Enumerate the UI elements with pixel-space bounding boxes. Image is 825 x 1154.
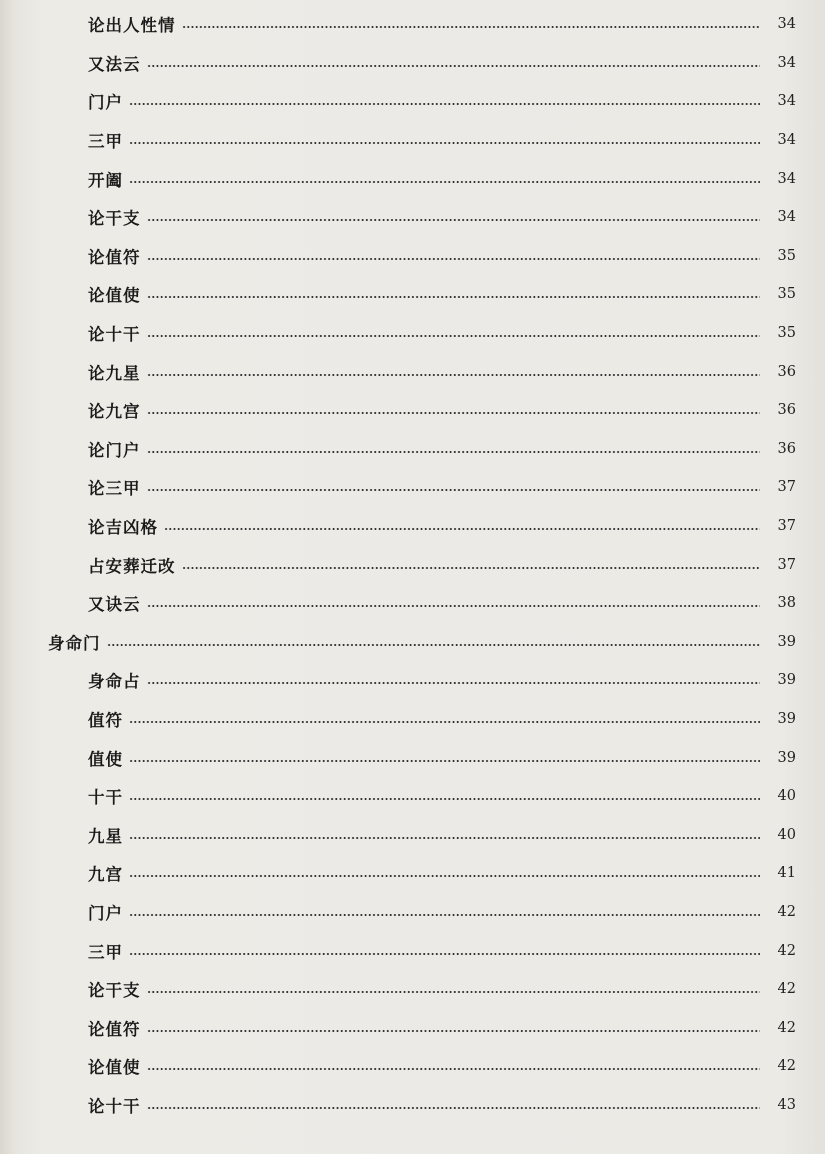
toc-entry-title: 值符 bbox=[88, 710, 123, 730]
toc-entry-page-number: 42 bbox=[777, 903, 796, 920]
toc-entry-page-number: 37 bbox=[777, 556, 796, 573]
toc-entry-title: 十干 bbox=[88, 788, 123, 808]
dot-leader bbox=[147, 335, 761, 337]
toc-entry-page-number: 41 bbox=[777, 865, 796, 882]
toc-entry bbox=[0, 815, 825, 854]
toc-entry-title: 九星 bbox=[88, 826, 123, 846]
toc-entry-title: 九宫 bbox=[88, 865, 123, 885]
toc-entry-page-number: 39 bbox=[777, 633, 796, 650]
dot-leader bbox=[129, 760, 760, 762]
toc-entry bbox=[0, 44, 825, 83]
toc-entry-page-number: 34 bbox=[777, 93, 796, 110]
toc-entry bbox=[0, 352, 825, 391]
toc-entry bbox=[0, 1008, 825, 1047]
toc-entry-page-number: 37 bbox=[777, 518, 796, 535]
toc-entry-title: 论值使 bbox=[88, 1058, 141, 1078]
toc-entry-title: 论十干 bbox=[88, 325, 141, 345]
toc-entry-page-number: 42 bbox=[777, 1019, 796, 1036]
toc-entry-page-number: 38 bbox=[777, 595, 796, 612]
dot-leader bbox=[129, 914, 760, 916]
toc-entry bbox=[0, 468, 825, 507]
dot-leader bbox=[147, 451, 761, 453]
toc-entry-title: 身命门 bbox=[48, 633, 101, 653]
toc-entry-title: 三甲 bbox=[88, 132, 123, 152]
toc-entry-page-number: 43 bbox=[777, 1096, 796, 1113]
toc-entry-title: 又法云 bbox=[88, 54, 141, 74]
toc-entry-page-number: 36 bbox=[777, 363, 796, 380]
dot-leader bbox=[129, 721, 760, 723]
toc-entry-page-number: 40 bbox=[777, 826, 796, 843]
toc-entry bbox=[0, 121, 825, 160]
toc-entry bbox=[0, 545, 825, 584]
toc-entry-title: 论干支 bbox=[88, 209, 141, 229]
toc-entry-page-number: 42 bbox=[777, 942, 796, 959]
toc-entry-title: 三甲 bbox=[88, 942, 123, 962]
toc-entry bbox=[0, 661, 825, 700]
toc-entry-title: 论门户 bbox=[88, 440, 141, 460]
toc-entry-title: 论值符 bbox=[88, 247, 141, 267]
toc-entry bbox=[0, 237, 825, 276]
dot-leader bbox=[147, 412, 761, 414]
toc-entry bbox=[0, 430, 825, 469]
toc-entry-page-number: 40 bbox=[777, 788, 796, 805]
dot-leader bbox=[147, 489, 761, 491]
dot-leader bbox=[147, 258, 761, 260]
toc-entry bbox=[0, 1047, 825, 1086]
dot-leader bbox=[129, 837, 760, 839]
dot-leader bbox=[164, 528, 760, 530]
toc-entry-title: 论出人性情 bbox=[88, 16, 176, 36]
dot-leader bbox=[147, 1107, 761, 1109]
dot-leader bbox=[129, 798, 760, 800]
toc-entry-title: 论三甲 bbox=[88, 479, 141, 499]
dot-leader bbox=[147, 65, 761, 67]
dot-leader bbox=[182, 26, 761, 28]
toc-entry bbox=[0, 391, 825, 430]
dot-leader bbox=[129, 142, 760, 144]
toc-entry-title: 开阖 bbox=[88, 170, 123, 190]
toc-entry-title: 论干支 bbox=[88, 981, 141, 1001]
toc-entry-page-number: 39 bbox=[777, 749, 796, 766]
toc-entry-title: 身命占 bbox=[88, 672, 141, 692]
toc-entry bbox=[0, 314, 825, 353]
dot-leader bbox=[129, 181, 760, 183]
dot-leader bbox=[147, 1030, 761, 1032]
toc-entry-title: 论十干 bbox=[88, 1096, 141, 1116]
toc-entry bbox=[0, 198, 825, 237]
toc-entry-page-number: 34 bbox=[777, 16, 796, 33]
toc-entry bbox=[0, 931, 825, 970]
toc-entry-page-number: 35 bbox=[777, 286, 796, 303]
toc-entry-page-number: 42 bbox=[777, 981, 796, 998]
toc-entry-page-number: 34 bbox=[777, 54, 796, 71]
toc-entry bbox=[0, 159, 825, 198]
toc-entry-page-number: 34 bbox=[777, 132, 796, 149]
dot-leader bbox=[147, 374, 761, 376]
toc-entry bbox=[0, 738, 825, 777]
dot-leader bbox=[107, 644, 761, 646]
toc-entry-page-number: 34 bbox=[777, 170, 796, 187]
toc-entry-page-number: 35 bbox=[777, 325, 796, 342]
toc-entry-page-number: 34 bbox=[777, 209, 796, 226]
toc-entry bbox=[0, 777, 825, 816]
toc-entry bbox=[0, 507, 825, 546]
toc-section-entry bbox=[0, 623, 825, 662]
toc-entry bbox=[0, 1086, 825, 1125]
dot-leader bbox=[129, 953, 760, 955]
toc-entry bbox=[0, 82, 825, 121]
dot-leader bbox=[147, 1068, 761, 1070]
toc-entry-title: 论值符 bbox=[88, 1019, 141, 1039]
toc-entry-title: 值使 bbox=[88, 749, 123, 769]
toc-entry-title: 论吉凶格 bbox=[88, 518, 158, 538]
toc-entry bbox=[0, 970, 825, 1009]
toc-entry-title: 论值使 bbox=[88, 286, 141, 306]
dot-leader bbox=[147, 219, 761, 221]
toc-entry bbox=[0, 275, 825, 314]
dot-leader bbox=[147, 605, 761, 607]
table-of-contents bbox=[0, 5, 825, 1124]
toc-entry-title: 论九星 bbox=[88, 363, 141, 383]
toc-entry-title: 占安葬迁改 bbox=[88, 556, 176, 576]
toc-entry-page-number: 39 bbox=[777, 710, 796, 727]
dot-leader bbox=[182, 567, 761, 569]
toc-entry bbox=[0, 854, 825, 893]
dot-leader bbox=[147, 682, 761, 684]
dot-leader bbox=[129, 103, 760, 105]
toc-entry-title: 门户 bbox=[88, 903, 123, 923]
dot-leader bbox=[147, 296, 761, 298]
toc-entry-title: 又诀云 bbox=[88, 595, 141, 615]
toc-entry bbox=[0, 584, 825, 623]
toc-entry-page-number: 39 bbox=[777, 672, 796, 689]
toc-entry-page-number: 36 bbox=[777, 440, 796, 457]
dot-leader bbox=[147, 991, 761, 993]
toc-entry-title: 门户 bbox=[88, 93, 123, 113]
toc-entry bbox=[0, 700, 825, 739]
toc-entry-title: 论九宫 bbox=[88, 402, 141, 422]
toc-entry-page-number: 36 bbox=[777, 402, 796, 419]
dot-leader bbox=[129, 875, 760, 877]
toc-entry-page-number: 37 bbox=[777, 479, 796, 496]
toc-entry bbox=[0, 893, 825, 932]
toc-entry bbox=[0, 5, 825, 44]
toc-entry-page-number: 42 bbox=[777, 1058, 796, 1075]
toc-entry-page-number: 35 bbox=[777, 247, 796, 264]
